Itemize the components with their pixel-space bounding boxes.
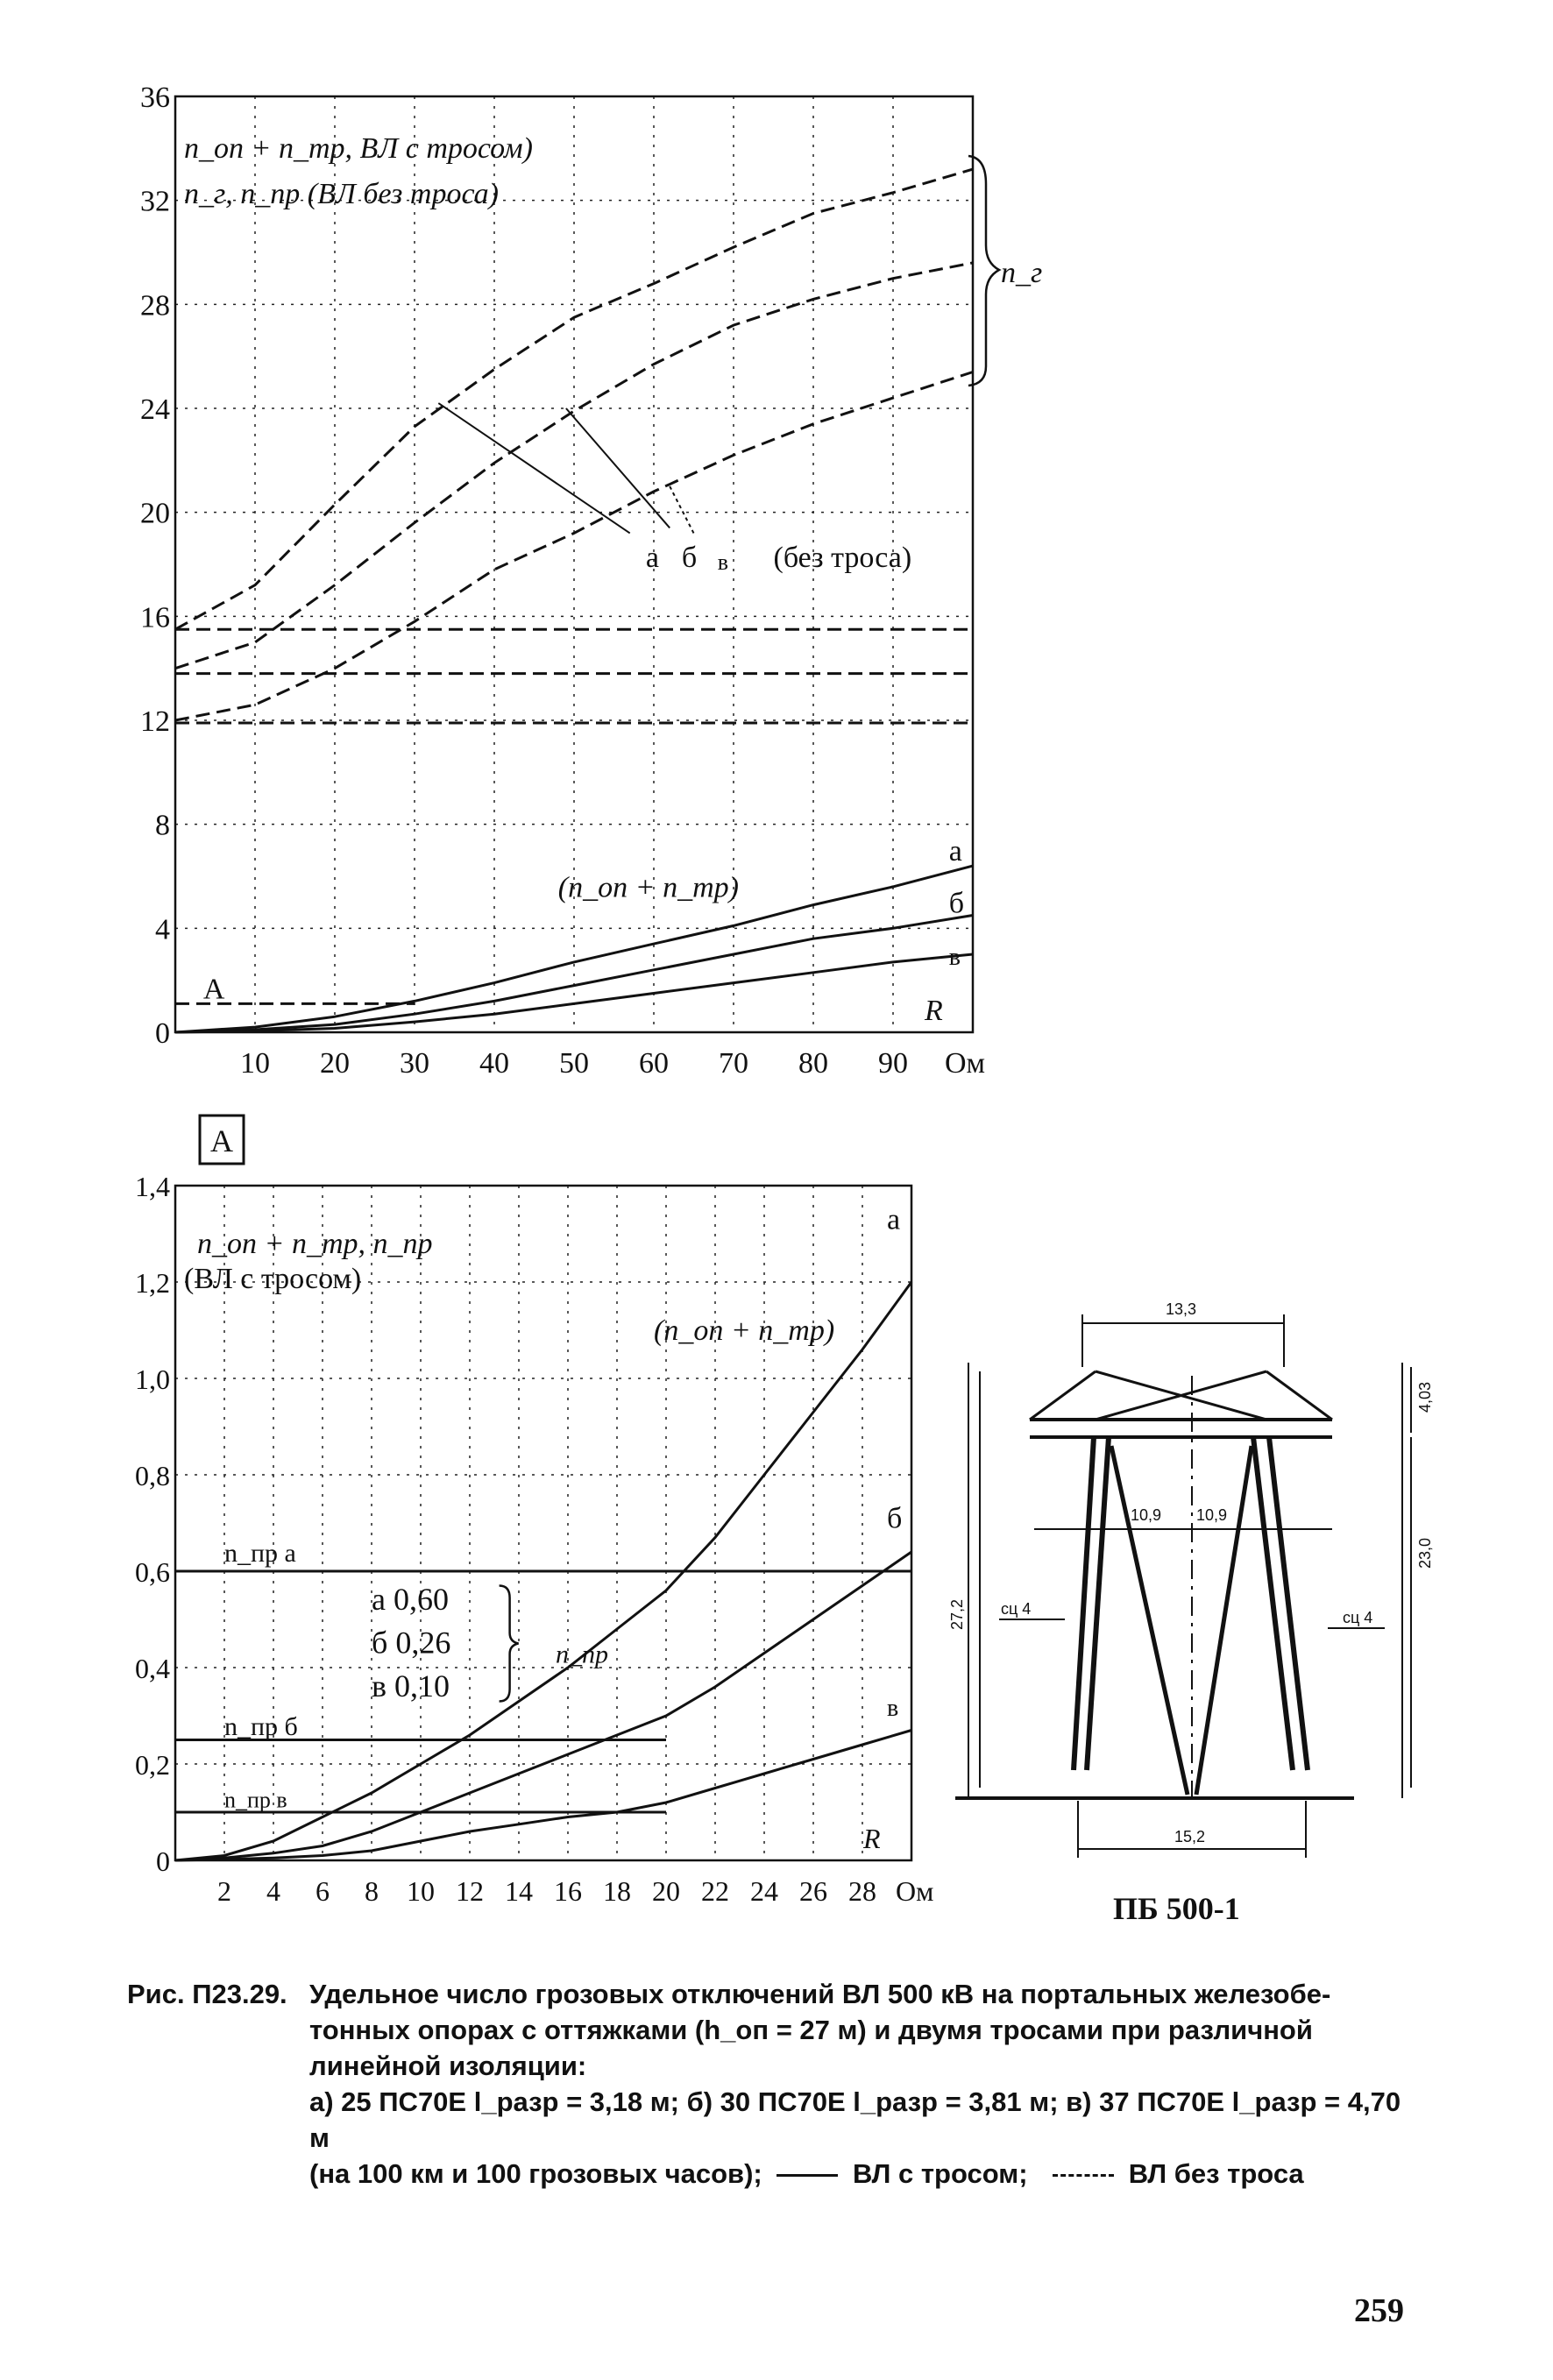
leader-v — [670, 486, 693, 533]
x-tick-label: 60 — [639, 1047, 669, 1080]
caption-line-5 — [127, 2156, 1424, 2192]
y-tick-label: 0,4 — [135, 1653, 170, 1684]
label-inset-marker: А — [202, 973, 225, 1006]
caption-number: Рис. П23.29. — [127, 1979, 287, 2009]
y-tick-label: 12 — [140, 705, 170, 738]
x-tick-label: 2 — [217, 1875, 231, 1907]
x-tick-label: 10 — [407, 1875, 435, 1907]
x-tick-label: 8 — [365, 1875, 379, 1907]
inset-label-v-curve: в — [887, 1695, 899, 1722]
x-tick-label: 10 — [240, 1047, 270, 1080]
x-tick-label: 18 — [603, 1875, 631, 1907]
x-tick-label: 28 — [848, 1875, 876, 1907]
y-tick-label: 0 — [155, 1017, 170, 1050]
figure-caption — [127, 1976, 1424, 2192]
y-tick-label: 28 — [140, 289, 170, 322]
tower-base-width: 15,2 — [1174, 1828, 1206, 1845]
x-tick-label: 4 — [266, 1875, 280, 1907]
inset-label-a-curve: а — [887, 1203, 901, 1236]
caption-line-1: Удельное число грозовых отключений ВЛ 500 кВ на портальных железобе- — [309, 1979, 1331, 2009]
x-unit-label: Ом — [896, 1875, 934, 1907]
chart-top — [140, 81, 1042, 1080]
inset-label-a-npr: n_пр а — [224, 1539, 296, 1568]
x-tick-label: 20 — [320, 1047, 350, 1080]
y-tick-label: 0,8 — [135, 1460, 170, 1491]
label-a-no-wire: а — [645, 541, 659, 574]
npr-symbol: n_пр — [556, 1640, 608, 1669]
ng-bracket-label: n_г — [1001, 257, 1043, 289]
inset-legend-1: n_оп + n_тр, n_пр — [197, 1228, 433, 1260]
label-b-no-wire: б — [681, 541, 698, 574]
inset-label-b-curve: б — [887, 1502, 903, 1535]
legend-dashed-swatch — [1053, 2174, 1114, 2177]
caption-line-2: тонных опорах с оттяжками (h_оп = 27 м) и двумя тросами при различной — [309, 2015, 1313, 2045]
tower-drawing — [955, 1314, 1411, 1858]
y-tick-label: 0 — [156, 1845, 170, 1877]
x-axis-label: R — [925, 995, 943, 1027]
y-tick-label: 24 — [140, 393, 170, 426]
legend-solid-swatch — [776, 2174, 838, 2177]
x-tick-label: 22 — [701, 1875, 729, 1907]
x-axis-label: R — [863, 1823, 881, 1854]
npr-table-row: а 0,60 — [372, 1582, 449, 1617]
y-tick-label: 32 — [140, 185, 170, 218]
y-tick-label: 36 — [140, 81, 170, 114]
label-no-wire-suffix: (без троса) — [773, 541, 912, 574]
y-tick-label: 16 — [140, 601, 170, 634]
caption-line-3: линейной изоляции: — [309, 2051, 587, 2081]
y-tick-label: 8 — [155, 809, 170, 842]
tower-top-height: 4,03 — [1416, 1381, 1434, 1413]
x-tick-label: 30 — [400, 1047, 429, 1080]
label-with-wire-group: (n_оп + n_тр) — [557, 871, 739, 904]
y-tick-label: 1,2 — [135, 1267, 170, 1299]
y-tick-label: 20 — [140, 497, 170, 530]
x-unit-label: Ом — [945, 1047, 986, 1080]
x-tick-label: 12 — [456, 1875, 484, 1907]
y-tick-label: 0,6 — [135, 1556, 170, 1588]
chart-inset-a — [135, 1116, 933, 1907]
inset-title: А — [210, 1123, 233, 1158]
inset-label-b-npr: n_пр б — [224, 1712, 298, 1741]
inset-curve-group-label: (n_оп + n_тр) — [654, 1314, 835, 1347]
caption-line-5a: (на 100 км и 100 грозовых часов); — [309, 2158, 762, 2189]
x-tick-label: 80 — [798, 1047, 828, 1080]
inset-legend-2: (ВЛ с тросом) — [184, 1263, 362, 1295]
tower-crossarm-brace-1 — [1030, 1371, 1096, 1420]
y-tick-label: 1,0 — [135, 1364, 170, 1395]
caption-line-5b: ВЛ с тросом; — [853, 2158, 1028, 2189]
y-tick-label: 1,4 — [135, 1171, 170, 1202]
x-tick-label: 70 — [719, 1047, 748, 1080]
tower-right-half: 10,9 — [1196, 1506, 1228, 1524]
label-v-with-wire: в — [948, 943, 961, 971]
x-tick-label: 40 — [479, 1047, 509, 1080]
caption-line-5c: ВЛ без троса — [1128, 2158, 1304, 2189]
tower-crossarm-brace-4 — [1266, 1371, 1332, 1420]
inset-label-v-npr: n_пр в — [224, 1787, 287, 1813]
x-tick-label: 90 — [878, 1047, 908, 1080]
x-tick-label: 14 — [505, 1875, 533, 1907]
legend-no-wire: n_г, n_пр (ВЛ без троса) — [184, 178, 499, 210]
x-tick-label: 6 — [316, 1875, 330, 1907]
tower-left-half: 10,9 — [1131, 1506, 1162, 1524]
page-number: 259 — [1354, 2292, 1404, 2329]
tower-left-guy — [1111, 1446, 1188, 1795]
leader-a — [438, 403, 629, 533]
npr-bracket — [500, 1586, 519, 1702]
label-b-with-wire: б — [948, 887, 965, 920]
x-tick-label: 20 — [652, 1875, 680, 1907]
caption-line-4: а) 25 ПС70Е l_разр = 3,18 м; б) 30 ПС70Е l_разр = 3,81 м; в) 37 ПС70Е l_разр = 4,70 м — [309, 2086, 1401, 2153]
x-tick-label: 24 — [750, 1875, 778, 1907]
tower-right-guy-label: сц 4 — [1343, 1609, 1373, 1626]
npr-table-row: в 0,10 — [372, 1668, 450, 1704]
y-tick-label: 4 — [155, 913, 170, 946]
x-tick-label: 16 — [554, 1875, 582, 1907]
tower-left-guy-label: сц 4 — [1001, 1600, 1032, 1618]
npr-table-row: б 0,26 — [372, 1625, 451, 1661]
label-a-with-wire: а — [948, 835, 962, 868]
tower-total-height: 27,2 — [948, 1598, 966, 1630]
x-tick-label: 26 — [799, 1875, 827, 1907]
tower-title: ПБ 500-1 — [1113, 1891, 1240, 1926]
tower-right-guy — [1196, 1446, 1252, 1795]
label-v-no-wire: в — [717, 549, 729, 575]
y-tick-label: 0,2 — [135, 1749, 170, 1781]
tower-lower-height: 23,0 — [1416, 1537, 1434, 1569]
legend-with-wire: n_оп + n_тр, ВЛ с тросом) — [184, 132, 533, 165]
tower-top-width: 13,3 — [1166, 1300, 1197, 1318]
x-tick-label: 50 — [559, 1047, 589, 1080]
series-line-1 — [175, 1552, 911, 1860]
